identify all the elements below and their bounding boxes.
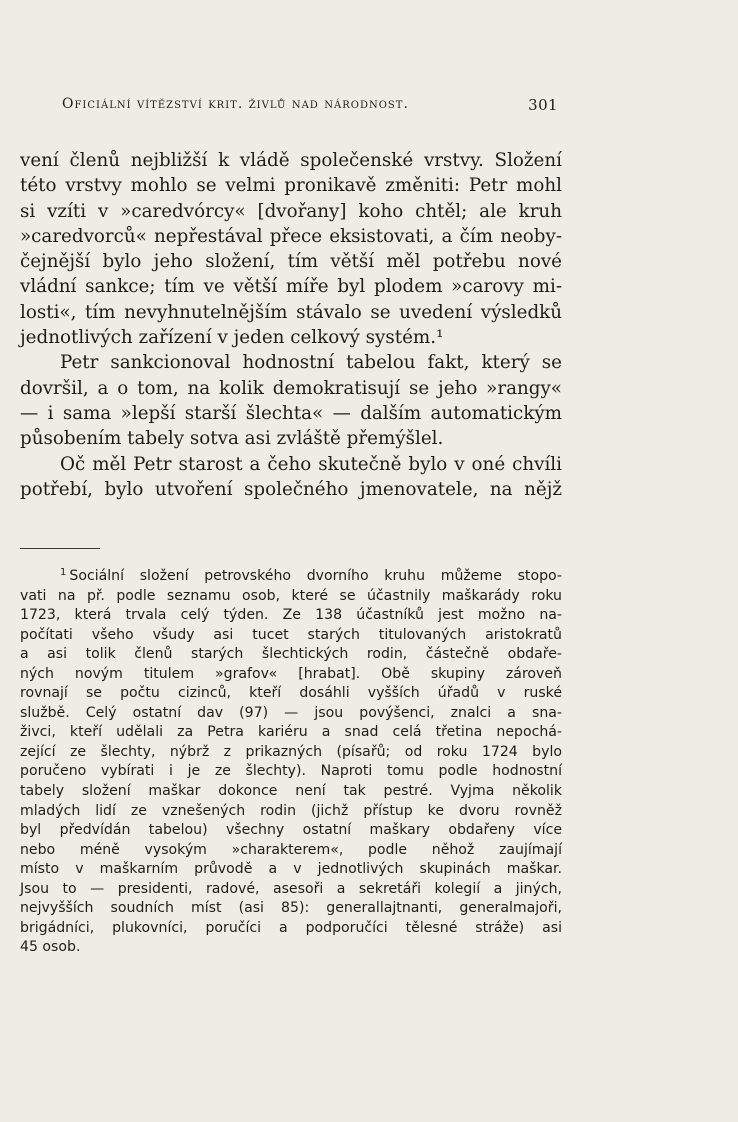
footnote-line: 1723, která trvala celý týden. Ze 138 účastníků jest možno na- [20,607,562,624]
text-line: vení členů nejbližší k vládě společenské vrstvy. Složení [20,150,562,171]
main-text [20,148,562,502]
footnote-divider [20,548,100,549]
footnote-line: službě. Celý ostatní dav (97) — jsou povýšenci, znalci a sna- [20,704,562,721]
text-line: »caredvorců« nepřestával přece eksistovati, a čím neoby- [20,225,562,247]
footnote-line: nejvyšších soudních míst (asi 85): generallajtnanti, generalmajoři, [20,900,562,917]
footnote-line: živci, kteří udělali za Petra kariéru a snad celá třetina nepochá- [20,724,562,741]
text-line: — i sama »lepší starší šlechta« — dalším automatickým [20,402,562,424]
footnote-line [20,563,562,587]
footnote-line: 45 osob. [20,939,81,956]
footnote [20,563,562,958]
footnote-line: mladých lidí ze vznešených rodin (jichž přístup ke dvoru rovněž [20,802,562,819]
page-number: 301 [528,96,558,114]
footnote-line-text: Sociální složení petrovského dvorního kruhu můžeme stopo- [69,568,562,584]
footnote-line: vati na př. podle seznamu osob, které se účastnily maškarády roku [20,587,562,604]
text-line: působením tabely sotva asi zvláště přemýšlel. [20,428,444,450]
footnote-marker: 1 [60,567,67,578]
text-line: si vzíti v »caredvórcy« [dvořany] koho chtěl; ale kruh [20,200,562,222]
footnote-line: zející ze šlechty, nýbrž z prikazných (písařů; od roku 1724 bylo [20,743,562,760]
text-line: čejnější bylo jeho složení, tím větší měl potřebu nové [20,251,562,273]
running-title: Oficiální vítězství krit. živlů nad národnost. [62,96,409,112]
footnote-line: počítati všeho všudy asi tucet starých titulovaných aristokratů [20,626,562,643]
footnote-line: tabely složení maškar dokonce není tak pestré. Vyjma několik [20,783,562,800]
text-line: losti«, tím nevyhnutelnějším stávalo se uvedení výsledků [20,301,562,323]
text-line: potřebí, bylo utvoření společného jmenovatele, na nějž [20,478,562,500]
footnote-line: nebo méně vysokým »charakterem«, podle něhož zaujímají [20,841,562,858]
footnote-line: a asi tolik členů starých šlechtických rodin, částečně obdaře- [20,646,562,663]
footnote-line: Jsou to — presidenti, radové, asesoři a sekretáři kolegií a jiných, [20,880,562,897]
text-line: vládní sankce; tím ve větší míře byl plodem »carovy mi- [20,276,562,298]
footnote-line: ných novým titulem »grafov« [hrabat]. Obě skupiny zároveň [20,665,562,682]
text-line: této vrstvy mohlo se velmi pronikavě změniti: Petr mohl [20,175,562,197]
running-header [62,96,558,112]
text-line: Petr sankcionoval hodnostní tabelou fakt, který se [60,352,562,374]
footnote-line: byl předvídán tabelou) všechny ostatní maškary obdařeny více [20,822,562,839]
footnote-line: brigádníci, plukovníci, poručíci a podporučíci tělesné stráže) asi [20,919,562,936]
footnote-line: poručeno vybírati i je ze šlechty). Naproti tomu podle hodnostní [20,763,562,780]
text-line: Oč měl Petr starost a čeho skutečně bylo v oné chvíli [60,453,562,475]
footnote-line: rovnají se počtu cizinců, kteří dosáhli vyšších úřadů v ruské [20,685,562,702]
text-line: jednotlivých zařízení v jeden celkový systém.¹ [20,327,444,349]
text-line: dovršil, a o tom, na kolik demokratisují se jeho »rangy« [20,377,562,399]
footnote-line: místo v maškarním průvodě a v jednotlivých skupinách maškar. [20,861,562,878]
